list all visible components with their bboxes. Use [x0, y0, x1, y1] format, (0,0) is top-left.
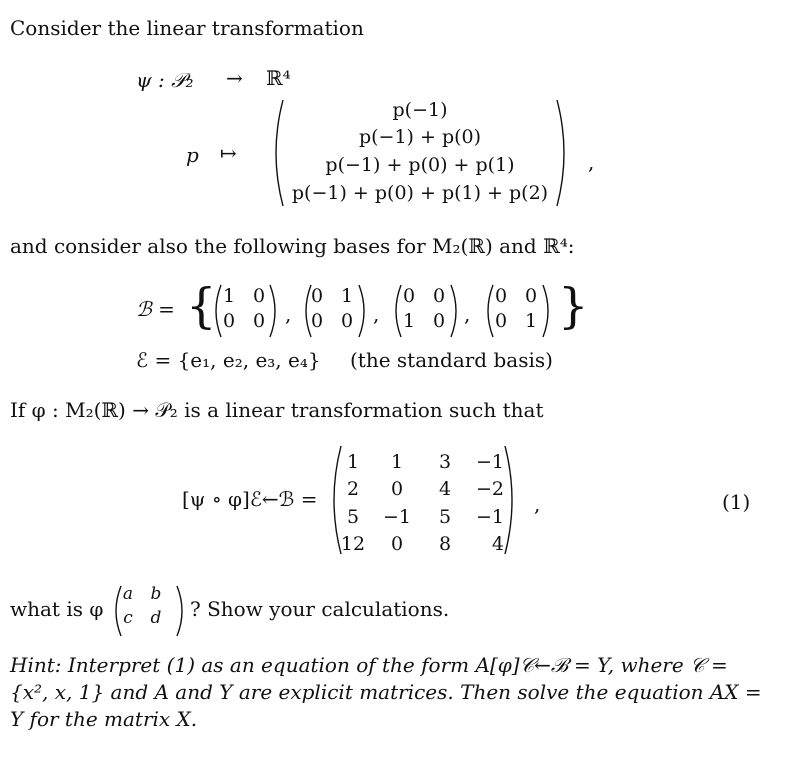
- basis-b-left-brace: {: [186, 278, 217, 334]
- basis-separator: ,: [464, 302, 471, 326]
- composition-cell: −2: [475, 478, 504, 500]
- psi-mapsto: ↦: [220, 141, 237, 165]
- psi-variable: p: [186, 143, 199, 167]
- psi-codomain: ℝ⁴: [266, 66, 291, 90]
- basis-separator: ,: [373, 302, 380, 326]
- b1-right-paren: [267, 283, 281, 339]
- psi-row: p(−1): [392, 99, 448, 121]
- psi-row: p(−1) + p(0): [358, 126, 482, 148]
- b4-cell: 0: [524, 285, 538, 307]
- composition-cell: −1: [475, 506, 504, 528]
- composition-right-paren: [500, 444, 520, 556]
- psi-right-paren: [552, 98, 572, 208]
- composition-label: [ψ ∘ φ]ℰ←ℬ =: [182, 487, 318, 511]
- b3-cell: 0: [432, 285, 446, 307]
- composition-cell: 1: [346, 451, 360, 473]
- b1-cell: 0: [252, 285, 266, 307]
- basis-b-right-brace: }: [558, 278, 589, 334]
- question-cell: a: [122, 584, 134, 604]
- question-prefix: what is φ: [10, 597, 104, 621]
- composition-cell: 0: [390, 478, 404, 500]
- bases-sentence: and consider also the following bases for M₂(ℝ) and ℝ⁴:: [10, 234, 575, 258]
- psi-arrow: →: [226, 66, 243, 90]
- composition-cell: 8: [438, 533, 452, 555]
- question-suffix: ? Show your calculations.: [190, 597, 450, 621]
- composition-cell: 3: [438, 451, 452, 473]
- b4-cell: 0: [494, 310, 508, 332]
- question-cell: d: [150, 608, 162, 628]
- b4-cell: 1: [524, 310, 538, 332]
- hint-line: Hint: Interpret (1) as an equation of the form A[φ]𝒞←ℬ = Y, where 𝒞 =: [10, 653, 728, 677]
- b4-cell: 0: [494, 285, 508, 307]
- composition-comma: ,: [534, 492, 541, 516]
- b2-cell: 0: [310, 285, 324, 307]
- if-sentence: If φ : M₂(ℝ) → 𝒫₂ is a linear transformation such that: [10, 398, 544, 422]
- basis-separator: ,: [285, 302, 292, 326]
- intro-text: Consider the linear transformation: [10, 16, 364, 40]
- b1-cell: 0: [252, 310, 266, 332]
- composition-cell: 12: [340, 533, 366, 555]
- psi-domain: ψ : 𝒫₂: [136, 68, 194, 92]
- question-cell: b: [150, 584, 162, 604]
- composition-cell: 0: [390, 533, 404, 555]
- hint-line: Y for the matrix X.: [10, 707, 198, 731]
- composition-cell: 4: [438, 478, 452, 500]
- composition-cell: 5: [438, 506, 452, 528]
- composition-cell: 4: [491, 533, 504, 555]
- b3-right-paren: [448, 283, 462, 339]
- composition-cell: 5: [346, 506, 360, 528]
- b3-cell: 0: [402, 285, 416, 307]
- equation-number: (1): [722, 490, 751, 514]
- composition-cell: −1: [382, 506, 411, 528]
- composition-cell: 2: [346, 478, 360, 500]
- basis-e-note: (the standard basis): [350, 348, 553, 372]
- question-cell: c: [123, 608, 133, 628]
- b2-cell: 0: [310, 310, 324, 332]
- composition-cell: 1: [390, 451, 404, 473]
- b2-cell: 1: [340, 285, 354, 307]
- b3-cell: 1: [402, 310, 416, 332]
- psi-row: p(−1) + p(0) + p(1) + p(2): [291, 182, 549, 204]
- b4-right-paren: [540, 283, 554, 339]
- composition-cell: −1: [475, 451, 504, 473]
- b2-right-paren: [356, 283, 370, 339]
- basis-e-equation: ℰ = {e₁, e₂, e₃, e₄}: [136, 348, 321, 372]
- basis-b-label: ℬ =: [136, 297, 175, 321]
- question-right-paren: [174, 584, 188, 638]
- b2-cell: 0: [340, 310, 354, 332]
- b1-cell: 0: [222, 310, 236, 332]
- b3-cell: 0: [432, 310, 446, 332]
- psi-trailing-comma: ,: [588, 150, 595, 174]
- b1-cell: 1: [222, 285, 236, 307]
- hint-line: {x², x, 1} and A and Y are explicit matrices. Then solve the equation AX =: [10, 680, 762, 704]
- psi-row: p(−1) + p(0) + p(1): [325, 154, 515, 176]
